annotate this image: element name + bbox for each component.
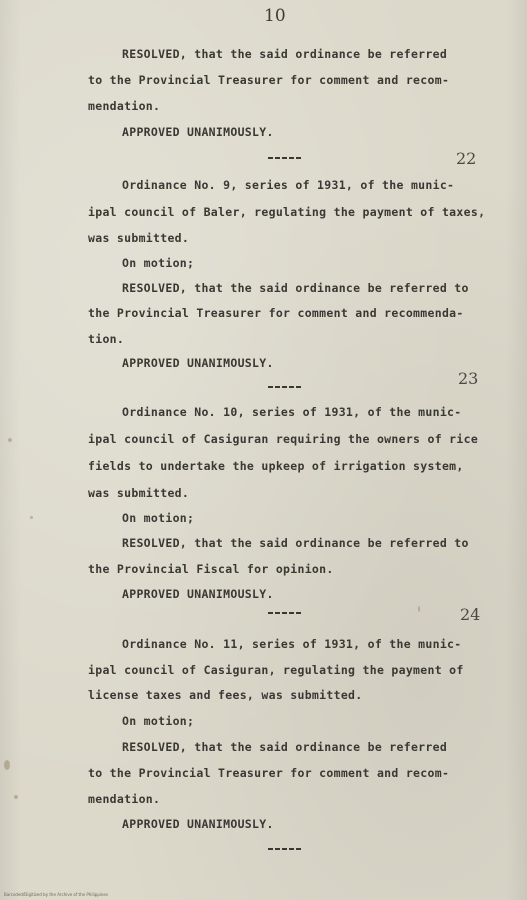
item24-line-2: ipal council of Casiguran, regulating the payment of [88,663,464,677]
item24-line-3: license taxes and fees, was submitted. [88,688,363,702]
item22-line-7: tion. [88,332,125,346]
item21-line-2: to the Provincial Treasurer for comment and recom- [88,73,450,87]
item23-line-3: fields to undertake the upkeep of irrigation system, [88,459,464,473]
item24-line-7: mendation. [88,792,161,806]
section-divider [268,612,302,614]
item21-line-1: RESOLVED, that the said ordinance be referred [122,47,448,61]
paper-speck [418,606,420,612]
item22-line-5: RESOLVED, that the said ordinance be referred to [122,281,469,295]
item23-line-4: was submitted. [88,486,190,500]
item22-line-6: the Provincial Treasurer for comment and recommenda- [88,306,464,320]
item22-line-1: Ordinance No. 9, series of 1931, of the munic- [122,178,455,192]
item22-line-2: ipal council of Baler, regulating the payment of taxes, [88,205,486,219]
item24-line-6: to the Provincial Treasurer for comment and recom- [88,766,450,780]
paper-speck [30,516,33,519]
page-number: 10 [264,6,286,26]
section-divider [268,386,302,388]
item22-line-3: was submitted. [88,231,190,245]
item-number-24: 24 [460,605,481,624]
paper-speck [4,760,10,770]
item23-line-2: ipal council of Casiguran requiring the owners of rice [88,432,479,446]
item21-approved: APPROVED UNANIMOUSLY. [122,125,274,139]
item21-line-3: mendation. [88,99,161,113]
item24-line-5: RESOLVED, that the said ordinance be referred [122,740,448,754]
paper-speck [8,438,12,442]
section-divider [268,157,302,159]
item22-approved: APPROVED UNANIMOUSLY. [122,356,274,370]
item23-line-6: RESOLVED, that the said ordinance be referred to [122,536,469,550]
item24-motion: On motion; [122,714,195,728]
item-number-23: 23 [458,369,479,388]
archive-footer: Barcoded/Digitized by the Archive of the Philippines [4,892,108,897]
item-number-22: 22 [456,149,477,168]
item23-approved: APPROVED UNANIMOUSLY. [122,587,274,601]
section-divider [268,848,302,850]
item24-line-1: Ordinance No. 11, series of 1931, of the munic- [122,637,462,651]
item23-line-7: the Provincial Fiscal for opinion. [88,562,334,576]
item24-approved: APPROVED UNANIMOUSLY. [122,817,274,831]
item23-line-1: Ordinance No. 10, series of 1931, of the munic- [122,405,462,419]
paper-speck [14,795,18,799]
item22-motion: On motion; [122,256,195,270]
item23-motion: On motion; [122,511,195,525]
